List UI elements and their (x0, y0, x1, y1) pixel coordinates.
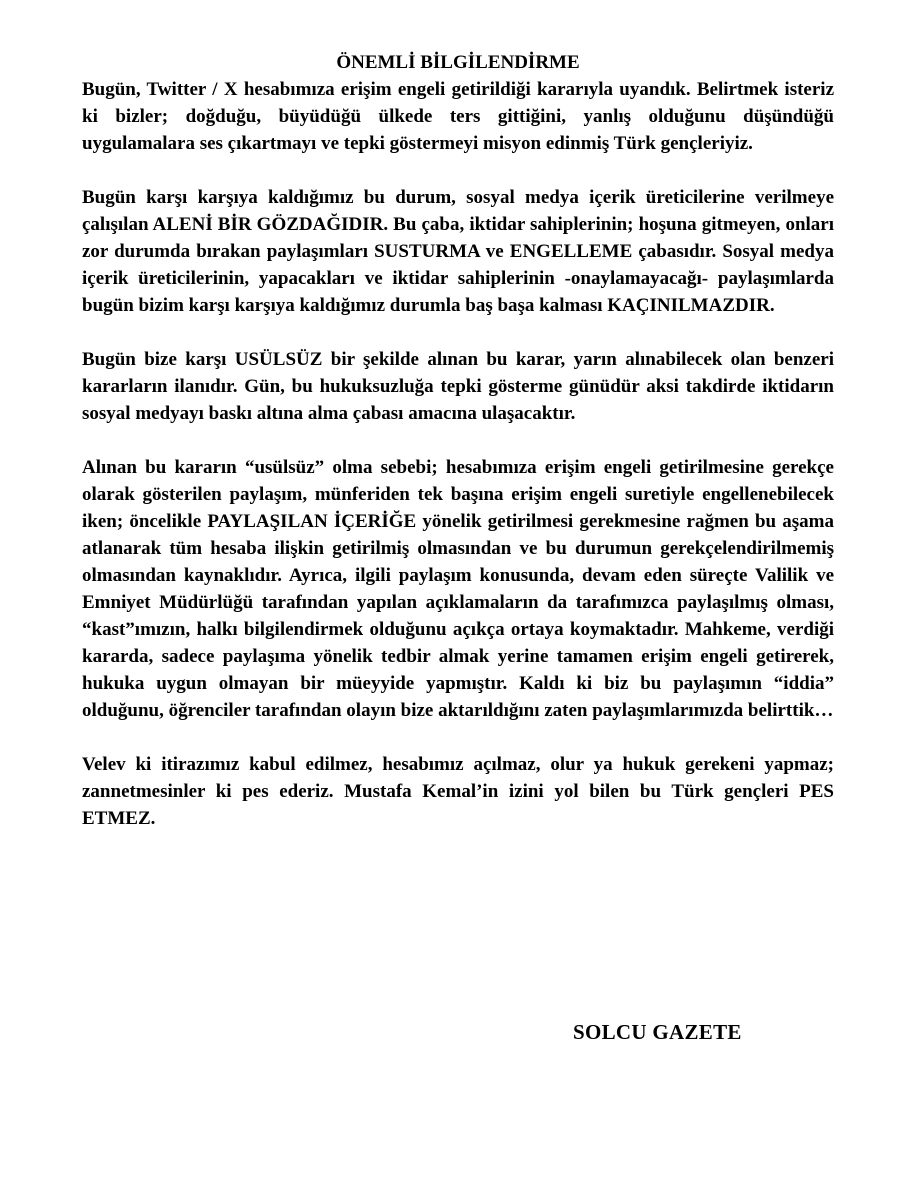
document-body (82, 50, 834, 859)
paragraph-3: Bugün bize karşı USÜLSÜZ bir şekilde alınan bu karar, yarın alınabilecek olan benzeri kararların ilanıdır. Gün, bu hukuksuzluğa tepki gösterme günüdür aksi takdirde iktidarın sosyal medyayı baskı altına alma çabası amacına ulaşacaktır. (82, 349, 834, 424)
paragraph-5: Velev ki itirazımız kabul edilmez, hesabımız açılmaz, olur ya hukuk gerekeni yapmaz; zannetmesinler ki pes ederiz. Mustafa Kemal’in izini yol bilen bu Türk gençleri PES ETMEZ. (82, 754, 834, 829)
paragraph-4: Alınan bu kararın “usülsüz” olma sebebi; hesabımıza erişim engeli getirilmesine gerekçe olarak gösterilen paylaşım, münferiden tek başına erişim engeli suretiyle engellenebilecek iken; öncelikle PAYLAŞILAN İÇERİĞE yönelik getirilmesi gerekmesine rağmen bu aşama atlanarak tüm hesaba ilişkin getirilmiş olmasından ve bu durumun gerekçelendirilmemiş olmasından kaynaklıdır. Ayrıca, ilgili paylaşım konusunda, devam eden süreçte Valilik ve Emniyet Müdürlüğü tarafından yapılan açıklamaların da tarafımızca paylaşılmış olması, “kast”ımızın, halkı bilgilendirmek olduğunu açıkça ortaya koymaktadır. Mahkeme, verdiği kararda, sadece paylaşıma yönelik tedbir almak yerine tamamen erişim engeli getirerek, hukuka uygun olmayan bir müeyyide yapmıştır. Kaldı ki biz bu paylaşımın “iddia” olduğunu, öğrenciler tarafından olayın bize aktarıldığını zaten paylaşımlarımızda belirttik… (82, 457, 834, 721)
document-title: ÖNEMLİ BİLGİLENDİRME (336, 52, 580, 73)
signature: SOLCU GAZETE (573, 1020, 742, 1044)
paragraph-2: Bugün karşı karşıya kaldığımız bu durum, sosyal medya içerik üreticilerine verilmeye çalışılan ALENİ BİR GÖZDAĞIDIR. Bu çaba, iktidar sahiplerinin; hoşuna gitmeyen, onları zor durumda bırakan paylaşımları SUSTURMA ve ENGELLEME çabasıdır. Sosyal medya içerik üreticilerinin, yapacakları ve iktidar sahiplerinin -onaylamayacağı- paylaşımlarda bugün bizim karşı karşıya kaldığımız durumla baş başa kalması KAÇINILMAZDIR. (82, 187, 834, 316)
paragraph-1: Bugün, Twitter / X hesabımıza erişim engeli getirildiği kararıyla uyandık. Belirtmek isteriz ki bizler; doğduğu, büyüdüğü ülkede ters gittiğini, yanlış olduğunu düşündüğü uygulamalara ses çıkartmayı ve tepki göstermeyi misyon edinmiş Türk gençleriyiz. (82, 79, 834, 154)
